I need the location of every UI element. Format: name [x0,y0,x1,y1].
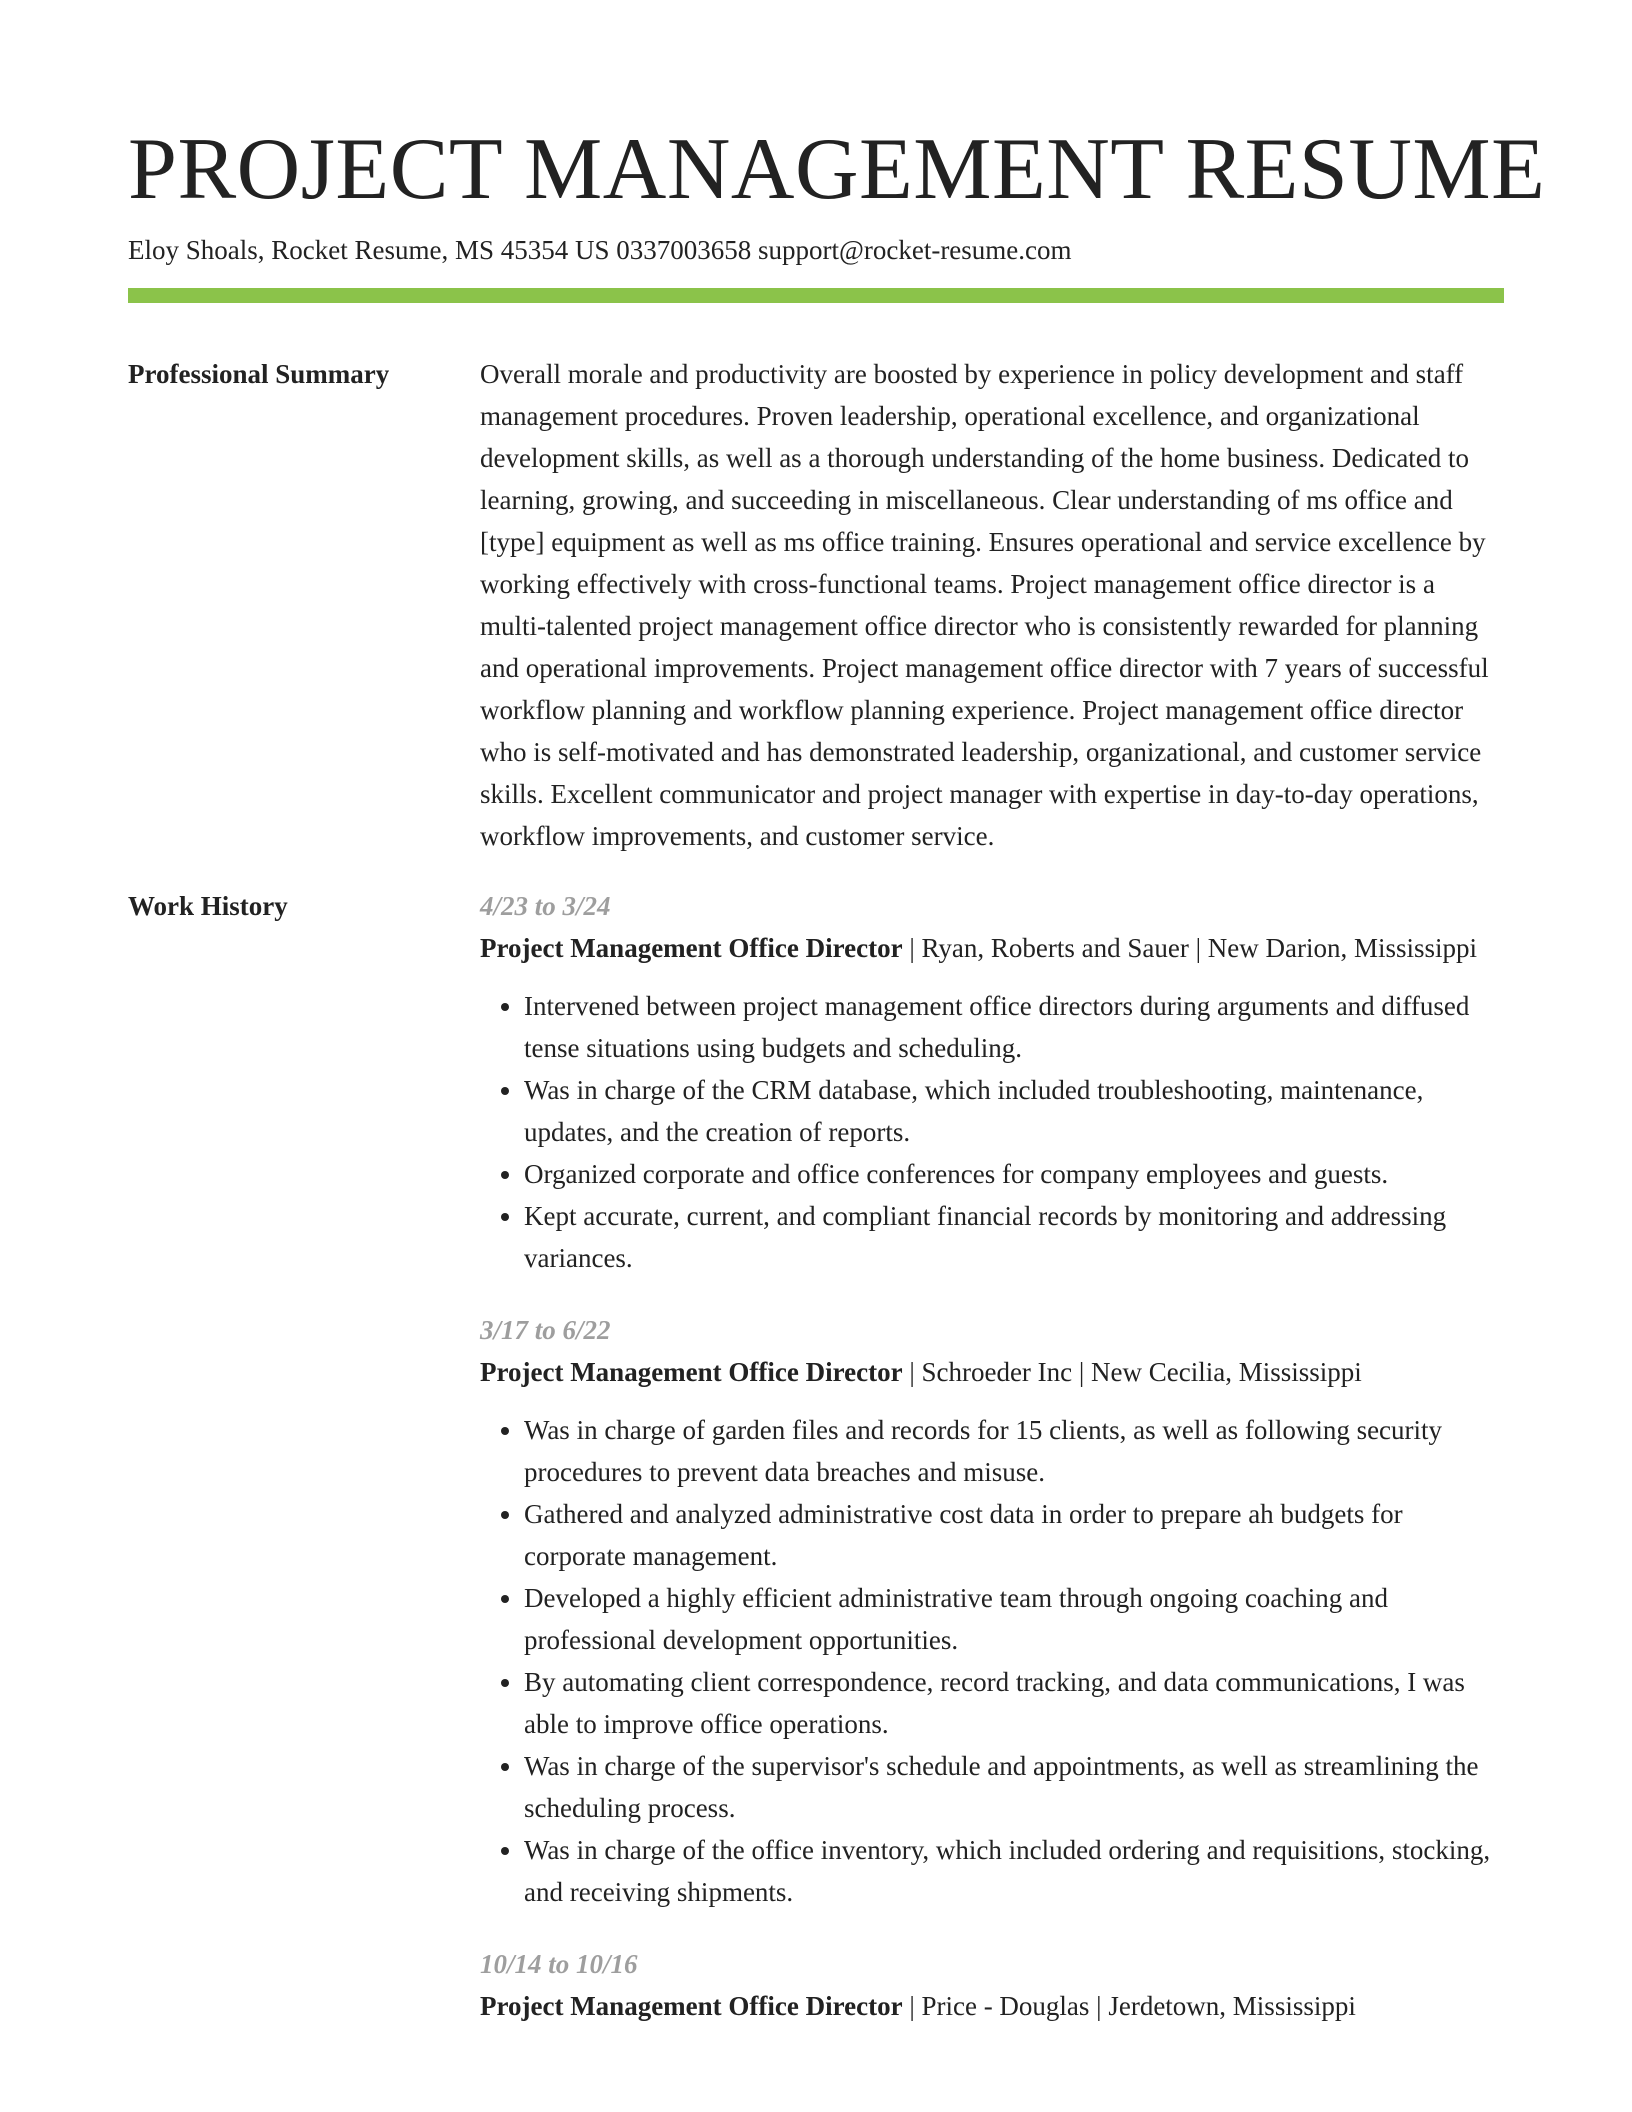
header-divider [128,288,1504,303]
job-title: Project Management Office Director [480,1991,903,2021]
job-title: Project Management Office Director [480,1357,903,1387]
work-history-body [480,885,1504,2027]
job-entry [480,1943,1504,2027]
job-details: | Schroeder Inc | New Cecilia, Mississippi [902,1357,1362,1387]
section-label-work-history: Work History [128,891,288,921]
job-details: | Price - Douglas | Jerdetown, Mississippi [902,1991,1356,2021]
job-bullet: • By automating client correspondence, record tracking, and data communications, I was able to improve office operations. [524,1661,1504,1745]
job-bullet: • Was in charge of the supervisor's schedule and appointments, as well as streamlining the scheduling process. [524,1745,1504,1829]
job-bullet: • Gathered and analyzed administrative cost data in order to prepare ah budgets for corporate management. [524,1493,1504,1577]
job-bullet: • Was in charge of the office inventory, which included ordering and requisitions, stocking, and receiving shipments. [524,1829,1504,1913]
job-heading [480,927,1504,969]
summary-body [480,353,1504,857]
work-history-section [128,885,1504,2027]
job-dates: 4/23 to 3/24 [480,891,611,921]
job-dates: 3/17 to 6/22 [480,1315,611,1345]
job-bullet-list [480,985,1504,1279]
job-heading [480,1985,1504,2027]
contact-line: Eloy Shoals, Rocket Resume, MS 45354 US 0337003658 support@rocket-resume.com [128,235,1072,265]
job-bullet-list [480,1409,1504,1913]
job-bullet: • Was in charge of the CRM database, which included troubleshooting, maintenance, updates, and the creation of reports. [524,1069,1504,1153]
job-bullet: • Was in charge of garden files and records for 15 clients, as well as following security procedures to prevent data breaches and misuse. [524,1409,1504,1493]
job-title: Project Management Office Director [480,933,903,963]
job-bullet: • Organized corporate and office conferences for company employees and guests. [524,1153,1504,1195]
job-heading [480,1351,1504,1393]
job-details: | Ryan, Roberts and Sauer | New Darion, Mississippi [902,933,1477,963]
job-bullet: • Intervened between project management office directors during arguments and diffused tense situations using budgets and scheduling. [524,985,1504,1069]
professional-summary-section [128,353,1504,857]
resume-title: PROJECT MANAGEMENT RESUME [128,121,1546,218]
job-bullet: • Kept accurate, current, and compliant financial records by monitoring and addressing variances. [524,1195,1504,1279]
job-bullet: • Developed a highly efficient administrative team through ongoing coaching and professional development opportunities. [524,1577,1504,1661]
job-entry [480,885,1504,1279]
resume-page [128,0,1546,2027]
section-label-summary: Professional Summary [128,359,390,389]
job-dates: 10/14 to 10/16 [480,1949,638,1979]
job-entry [480,1309,1504,1913]
summary-text: Overall morale and productivity are boosted by experience in policy development and staff management procedures. Proven leadership, operational excellence, and organizational development skills, as well as a thorough understanding of the home business. Dedicated to learning, growing, and succeeding in miscellaneous. Clear understanding of ms office and [type] equipment as well as ms office training. Ensures operational and service excellence by working effectively with cross-functional teams. Project management office director is a multi-talented project management office director who is consistently rewarded for planning and operational improvements. Project management office director with 7 years of successful workflow planning and workflow planning experience. Project management office director who is self-motivated and has demonstrated leadership, organizational, and customer service skills. Excellent communicator and project manager with expertise in day-to-day operations, workflow improvements, and customer service. [480,359,1489,851]
